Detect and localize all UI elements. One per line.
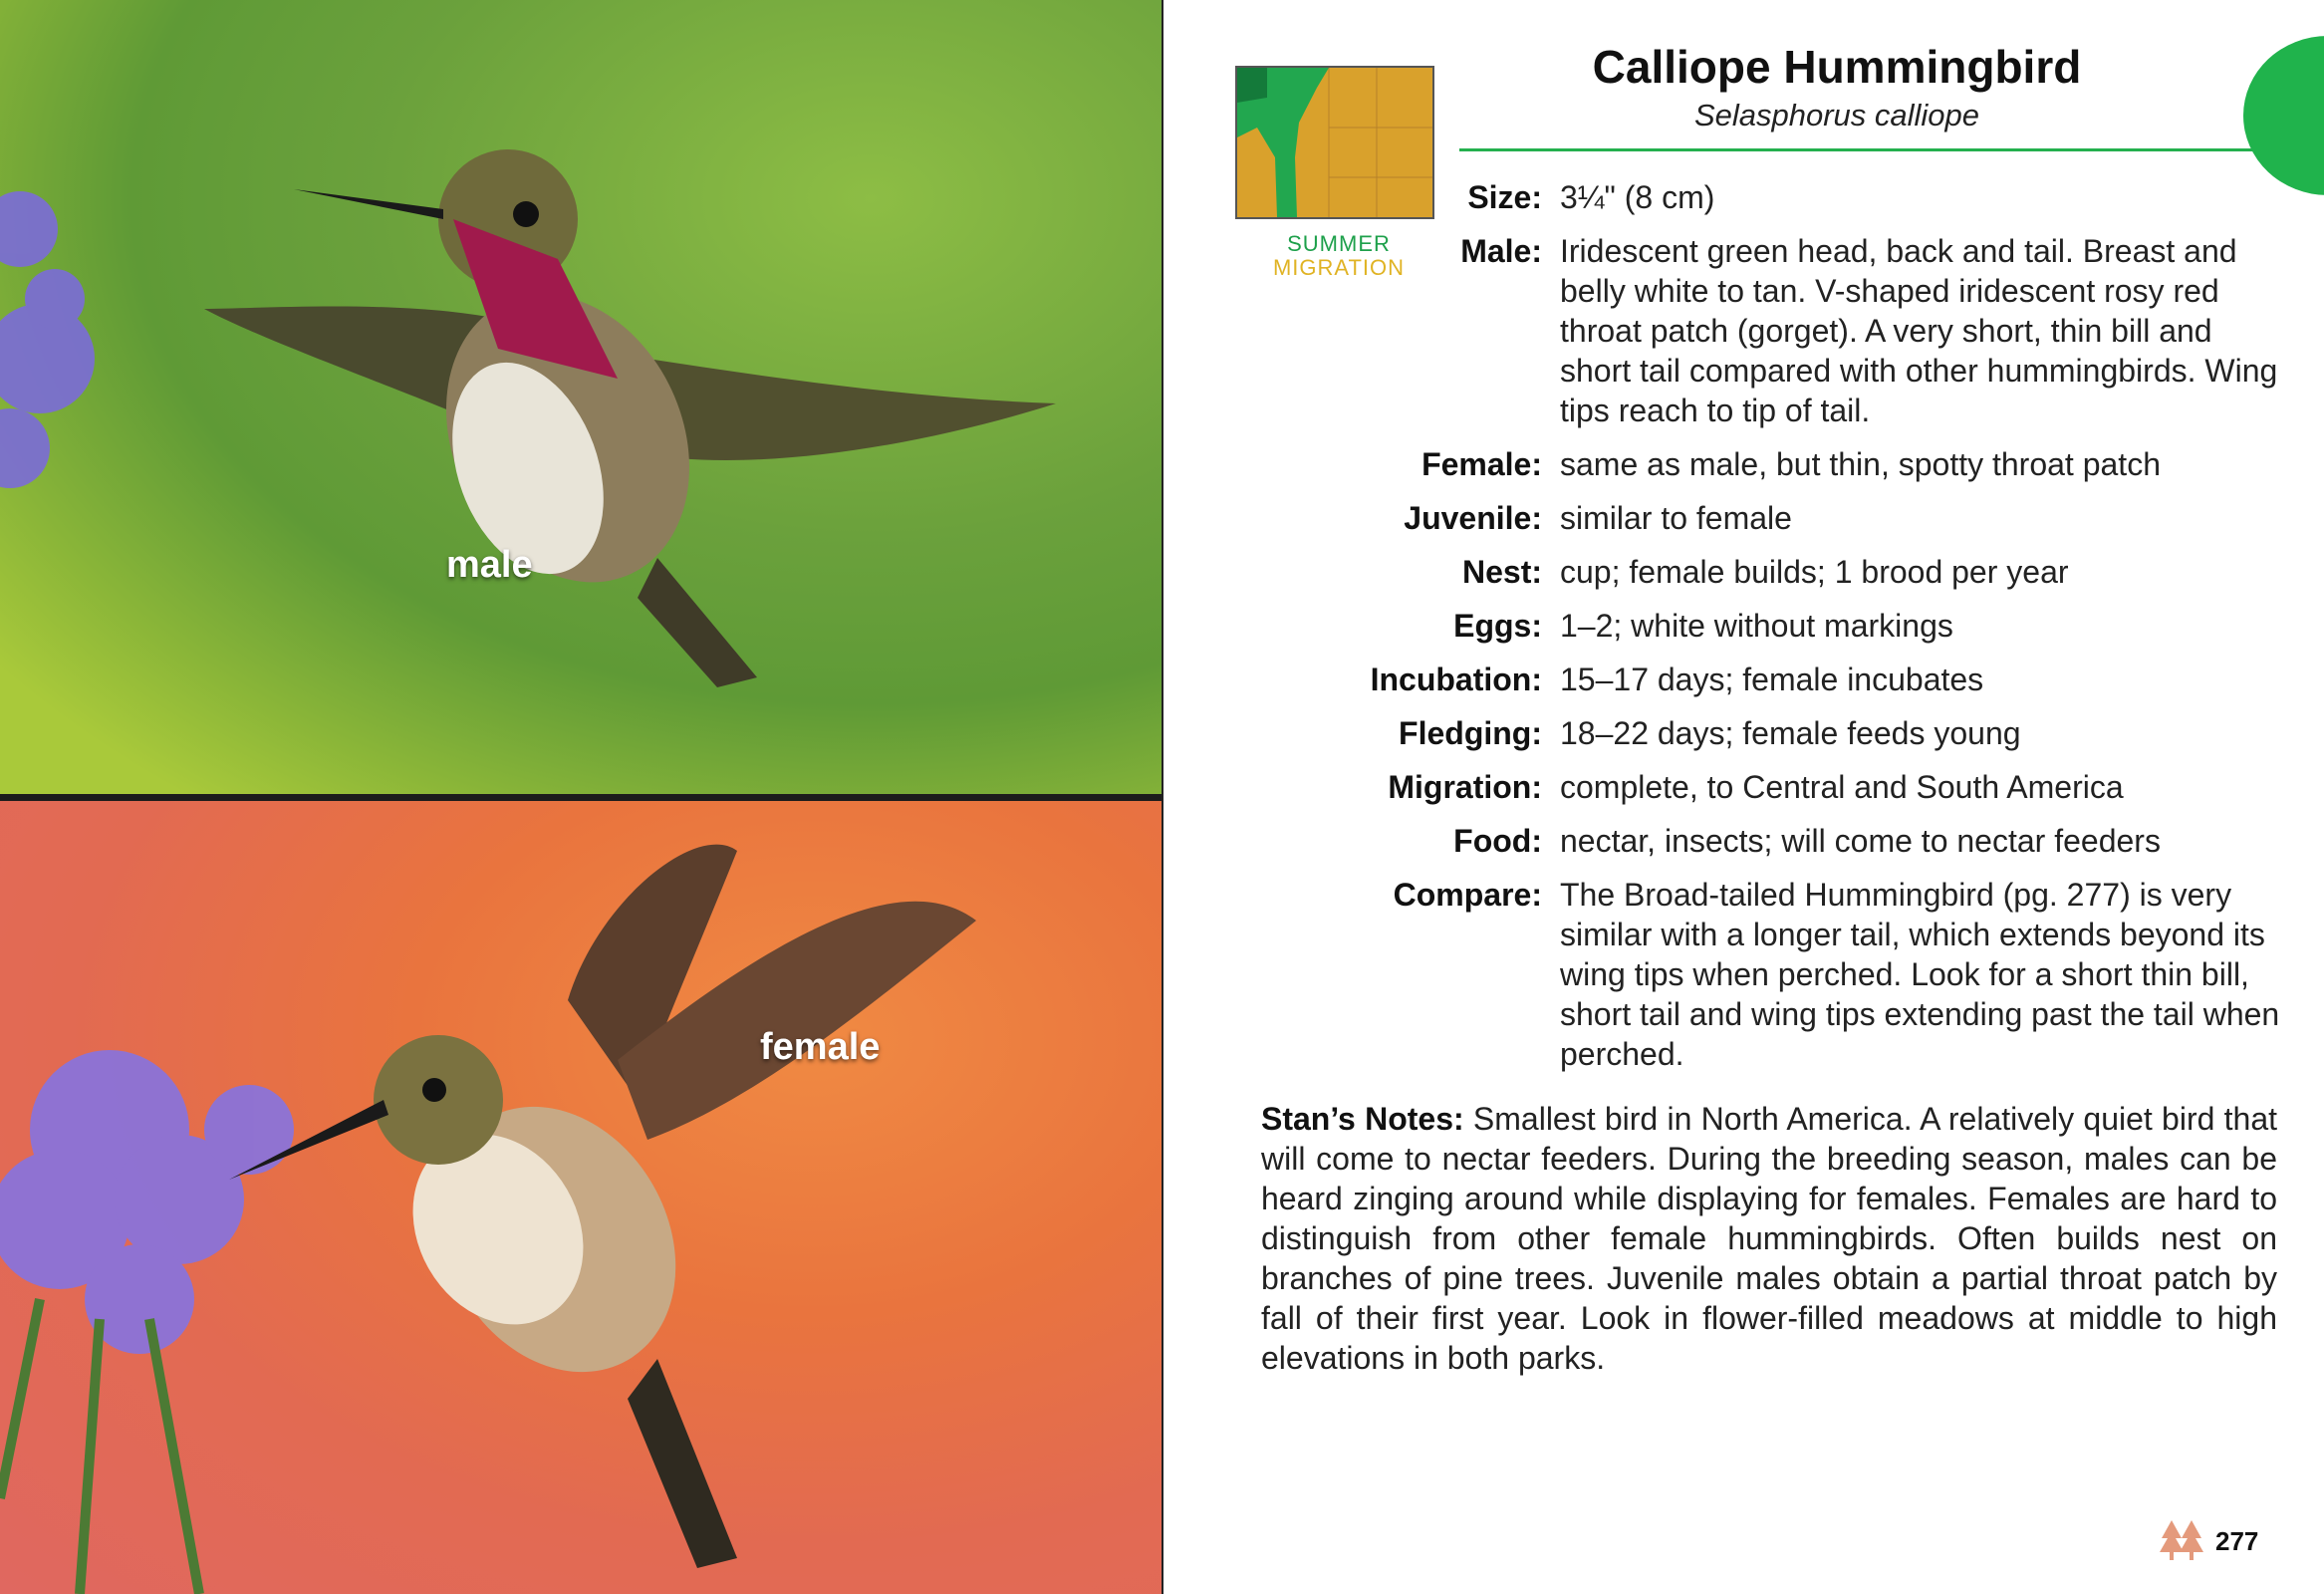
species-title: Calliope Hummingbird xyxy=(1592,41,2082,93)
fact-label: Eggs: xyxy=(1453,608,1542,644)
fact-label: Nest: xyxy=(1461,554,1542,590)
fact-row-size xyxy=(1255,177,2281,217)
fact-row-incubation xyxy=(1255,660,2281,699)
photo-divider xyxy=(0,794,1162,801)
species-facts xyxy=(1255,177,2281,1088)
legend-migration: MIGRATION xyxy=(1272,255,1406,280)
fact-row-nest xyxy=(1255,552,2281,592)
header-rule xyxy=(1459,148,2256,151)
male-hummingbird-illustration xyxy=(0,0,1162,794)
notes-label: Stan’s Notes: xyxy=(1261,1101,1464,1137)
stans-notes xyxy=(1261,1099,2277,1378)
page-gutter xyxy=(1162,0,1163,1594)
fact-label: Migration: xyxy=(1388,769,1542,805)
male-photo-label: male xyxy=(446,544,533,586)
fact-value: same as male, but thin, spotty throat patch xyxy=(1560,446,2161,482)
fact-label: Juvenile: xyxy=(1404,500,1542,536)
fact-label: Male: xyxy=(1460,233,1542,269)
fact-value: The Broad-tailed Hummingbird (pg. 277) is very similar with a longer tail, which extends beyond its wing tips when perched. Look for a short thin bill, short tail and wing tips extending past the tail when perched. xyxy=(1560,877,2280,1072)
fact-row-male xyxy=(1255,231,2281,430)
notes-text: Smallest bird in North America. A relatively quiet bird that will come to nectar feeders. During the breeding season, males can be heard zinging around while displaying for females. Females are hard to distinguish from other female hummingbirds. Often builds nest on branches of pine trees. Juvenile males obtain a partial throat patch by fall of their first year. Look in flower-filled meadows at middle to high elevations in both parks. xyxy=(1261,1101,2278,1376)
female-hummingbird-photo xyxy=(0,801,1162,1594)
fact-label: Size: xyxy=(1467,179,1542,215)
fact-value: 1–2; white without markings xyxy=(1560,608,1953,644)
fact-row-eggs xyxy=(1255,606,2281,646)
fact-row-compare xyxy=(1255,875,2281,1074)
legend-summer: SUMMER xyxy=(1287,231,1391,256)
fact-label: Incubation: xyxy=(1370,662,1542,697)
fact-value: Iridescent green head, back and tail. Breast and belly white to tan. V-shaped iridescent rosy red throat patch (gorget). A very short, thin bill and short tail compared with other hummingbirds. Wing tips reach to tip of tail. xyxy=(1560,233,2278,428)
page-footer xyxy=(2160,1516,2258,1566)
fact-value: 18–22 days; female feeds young xyxy=(1560,715,2021,751)
fact-value: cup; female builds; 1 brood per year xyxy=(1560,554,2069,590)
fact-value: 15–17 days; female incubates xyxy=(1560,662,1984,697)
fact-label: Compare: xyxy=(1393,877,1542,913)
fact-value: complete, to Central and South America xyxy=(1560,769,2124,805)
female-photo-label: female xyxy=(760,1026,881,1068)
fact-row-female xyxy=(1255,444,2281,484)
fact-row-migration xyxy=(1255,767,2281,807)
fact-label: Fledging: xyxy=(1399,715,1542,751)
color-tab xyxy=(2243,36,2324,195)
fact-label: Food: xyxy=(1453,823,1542,859)
female-hummingbird-illustration xyxy=(0,801,1162,1594)
scientific-name: Selasphorus calliope xyxy=(1693,98,1980,133)
fact-value: similar to female xyxy=(1560,500,1792,536)
fact-row-fledging xyxy=(1255,713,2281,753)
fact-value: 3¼" (8 cm) xyxy=(1560,179,1715,215)
male-hummingbird-photo xyxy=(0,0,1162,794)
fact-label: Female: xyxy=(1421,446,1542,482)
page-number: 277 xyxy=(2215,1525,2259,1556)
tree-icon xyxy=(2160,1516,2205,1566)
fact-row-food xyxy=(1255,821,2281,861)
fact-row-juvenile xyxy=(1255,498,2281,538)
fact-value: nectar, insects; will come to nectar feeders xyxy=(1560,823,2161,859)
